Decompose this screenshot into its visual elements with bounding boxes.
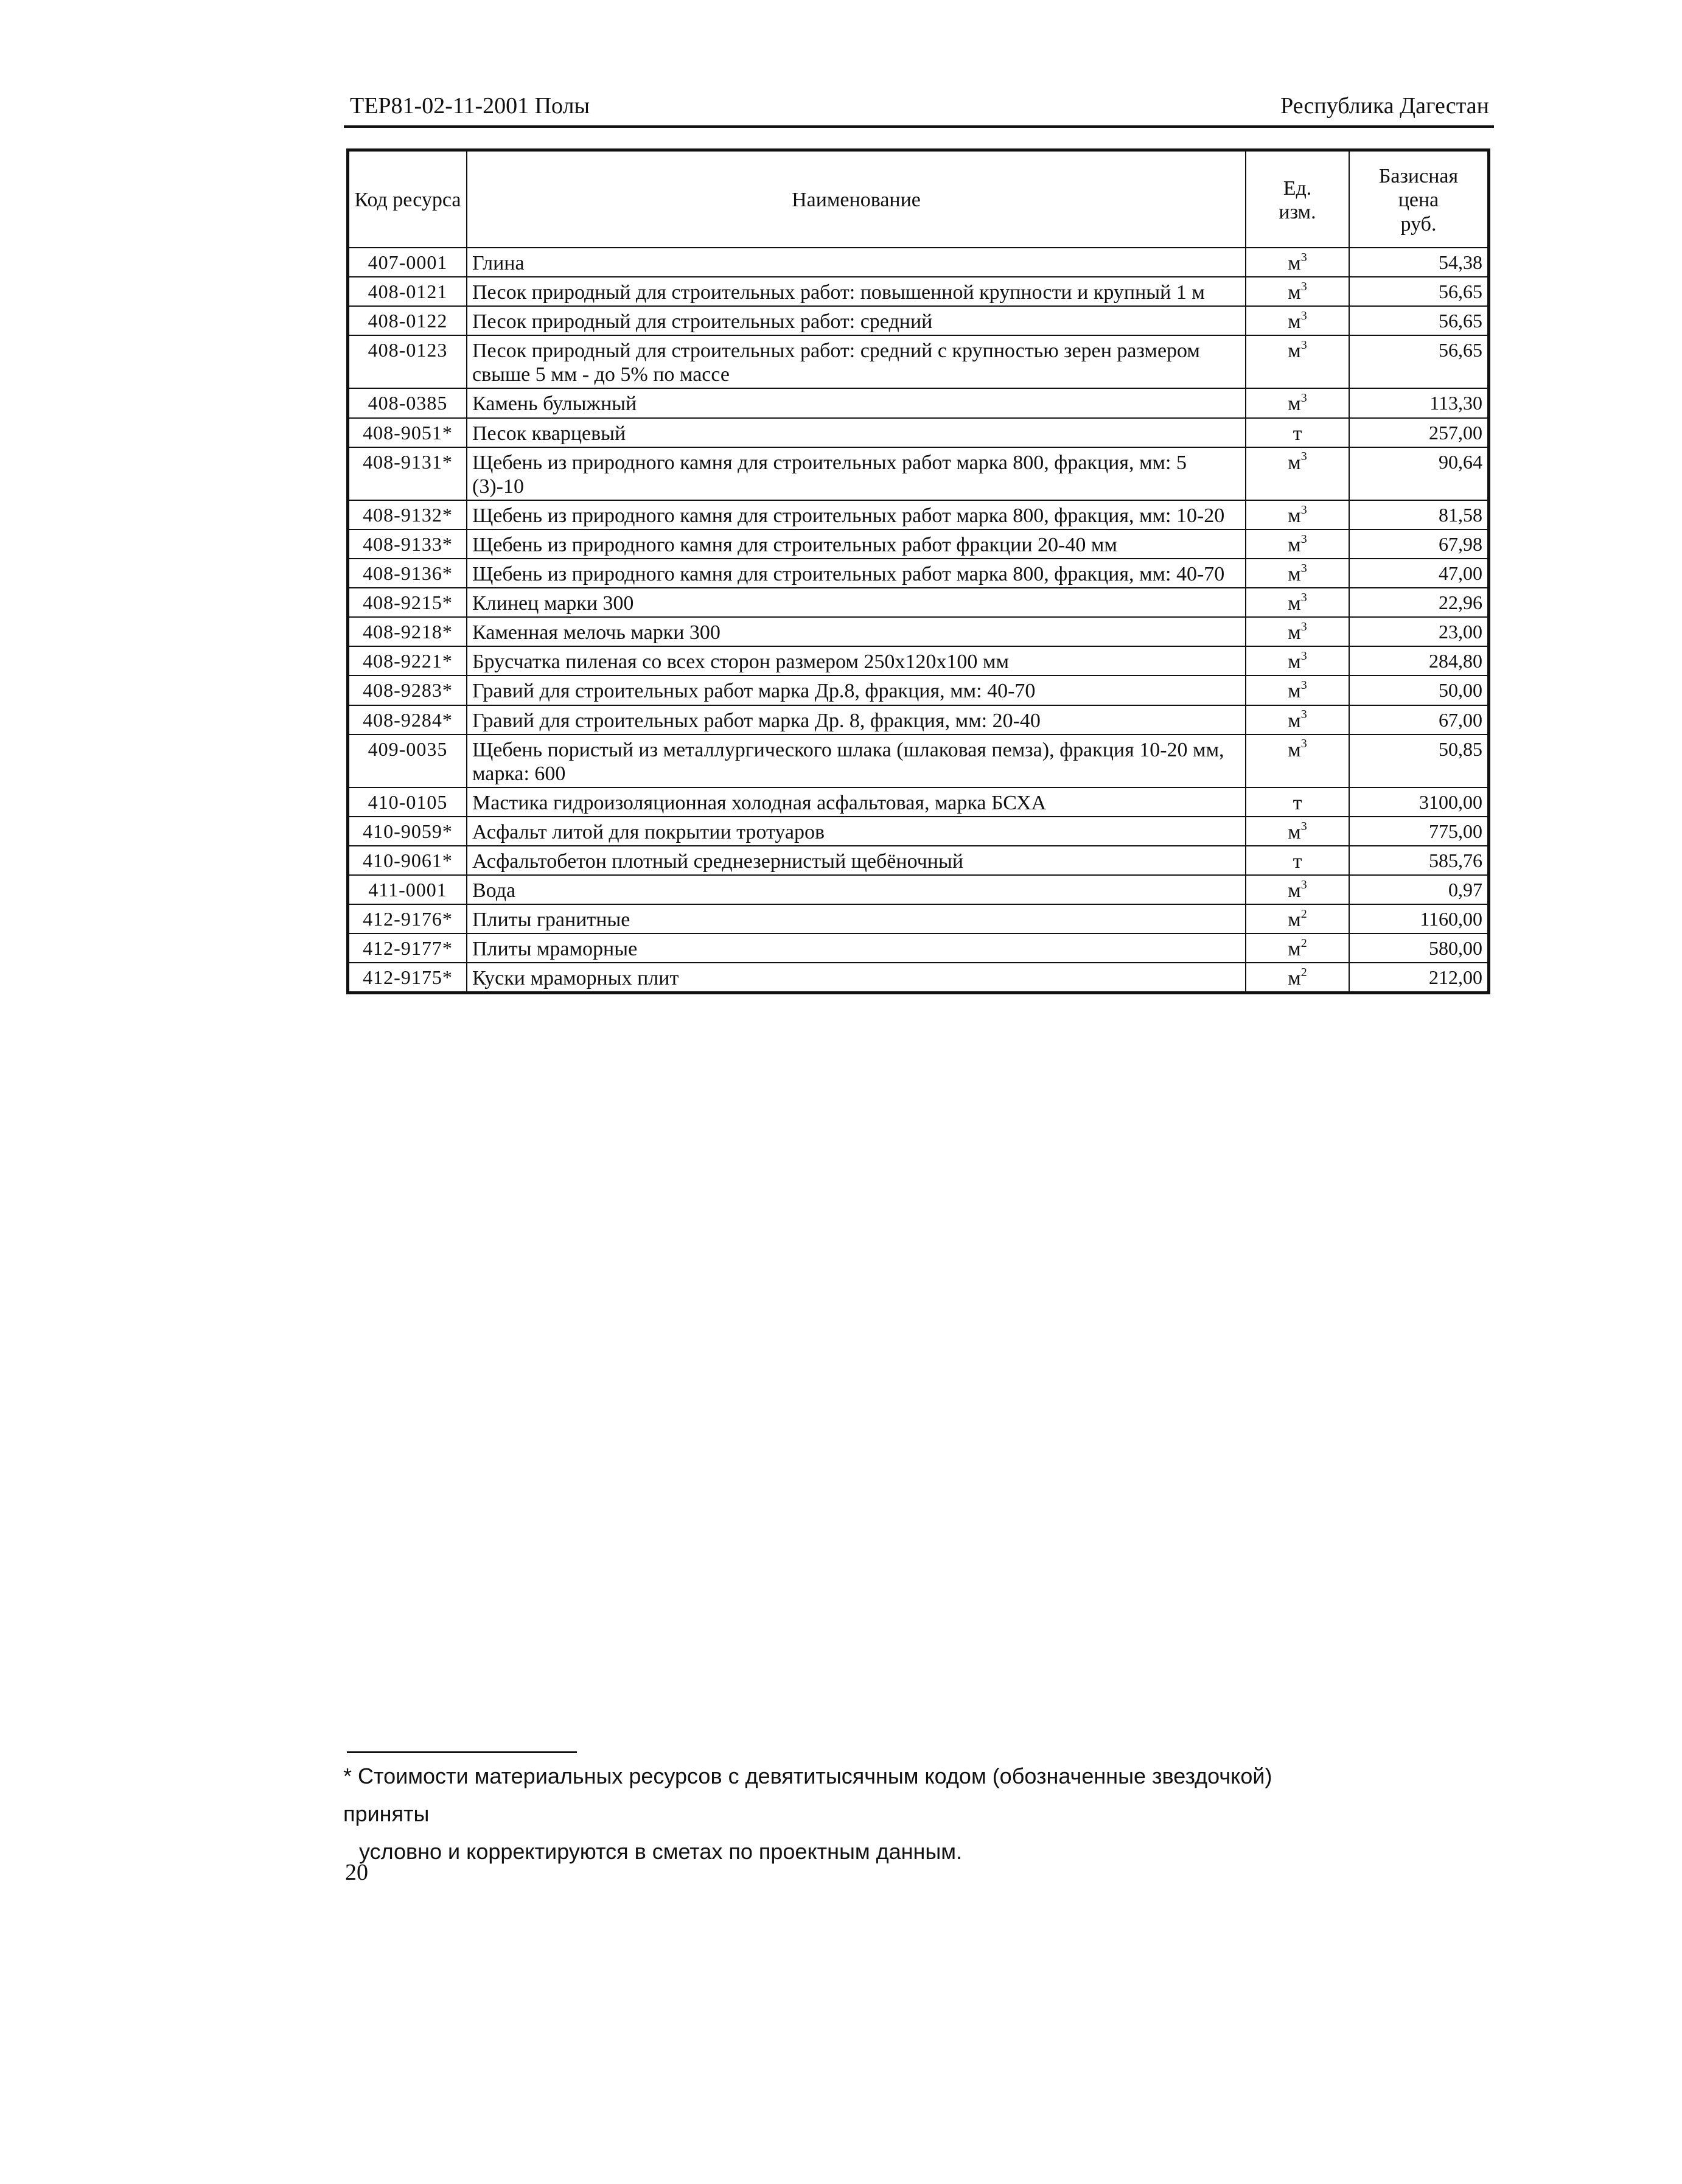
resource-code-cell: 411-0001 xyxy=(348,875,467,904)
resource-name-cell: Клинец марки 300 xyxy=(467,588,1246,617)
price-cell: 0,97 xyxy=(1349,875,1489,904)
unit-cell xyxy=(1246,529,1349,559)
resource-code-cell: 408-9215* xyxy=(348,588,467,617)
price-cell: 47,00 xyxy=(1349,559,1489,588)
resource-code-cell: 412-9177* xyxy=(348,933,467,963)
table-row xyxy=(348,675,1489,705)
resource-name-cell: Щебень из природного камня для строительных работ марка 800, фракция, мм: 40-70 xyxy=(467,559,1246,588)
price-cell: 3100,00 xyxy=(1349,787,1489,817)
resource-code-cell: 408-9133* xyxy=(348,529,467,559)
table-row xyxy=(348,617,1489,646)
unit-symbol: м xyxy=(1288,592,1301,615)
resource-code-cell: 408-9221* xyxy=(348,646,467,675)
unit-exponent: 3 xyxy=(1300,338,1307,352)
unit-cell xyxy=(1246,306,1349,335)
unit-symbol: м xyxy=(1288,709,1301,732)
unit-cell xyxy=(1246,705,1349,734)
resource-code-cell: 412-9176* xyxy=(348,904,467,933)
unit-symbol: м xyxy=(1288,563,1301,586)
price-cell: 585,76 xyxy=(1349,846,1489,875)
table-row xyxy=(348,787,1489,817)
unit-header-line2: изм. xyxy=(1279,201,1316,223)
unit-exponent: 3 xyxy=(1300,532,1307,546)
table-row xyxy=(348,588,1489,617)
resource-name-cell: Песок природный для строительных работ: средний xyxy=(467,306,1246,335)
unit-cell xyxy=(1246,817,1349,846)
resource-name-cell: Щебень из природного камня для строительных работ марка 800, фракция, мм: 10-20 xyxy=(467,500,1246,529)
unit-symbol: м xyxy=(1288,340,1301,363)
price-cell: 22,96 xyxy=(1349,588,1489,617)
table-row xyxy=(348,963,1489,993)
footnote xyxy=(343,1757,1317,1871)
unit-cell xyxy=(1246,734,1349,787)
unit-cell xyxy=(1246,875,1349,904)
unit-exponent: 3 xyxy=(1300,450,1307,464)
resource-name-cell: Каменная мелочь марки 300 xyxy=(467,617,1246,646)
region-name: Республика Дагестан xyxy=(1280,93,1489,119)
resource-code-cell: 408-9132* xyxy=(348,500,467,529)
price-cell: 1160,00 xyxy=(1349,904,1489,933)
table-row xyxy=(348,500,1489,529)
table-row xyxy=(348,388,1489,417)
resource-name-cell: Мастика гидроизоляционная холодная асфальтовая, марка БСХА xyxy=(467,787,1246,817)
resource-code-cell: 407-0001 xyxy=(348,248,467,277)
price-cell: 54,38 xyxy=(1349,248,1489,277)
page-number: 20 xyxy=(345,1860,368,1885)
price-cell: 81,58 xyxy=(1349,500,1489,529)
resource-name-cell: Куски мраморных плит xyxy=(467,963,1246,993)
unit-exponent: 3 xyxy=(1300,679,1307,693)
table-row xyxy=(348,646,1489,675)
unit-cell xyxy=(1246,588,1349,617)
unit-header-line1: Ед. xyxy=(1283,176,1312,200)
resource-code-cell: 408-9218* xyxy=(348,617,467,646)
unit-symbol: м xyxy=(1288,281,1301,304)
resource-name-cell: Асфальтобетон плотный среднезернистый щебёночный xyxy=(467,846,1246,875)
unit-symbol: т xyxy=(1293,791,1302,814)
unit-exponent: 3 xyxy=(1300,279,1307,293)
resource-code-cell: 408-0121 xyxy=(348,277,467,306)
unit-exponent: 3 xyxy=(1300,877,1307,891)
unit-exponent: 3 xyxy=(1300,250,1307,264)
unit-cell xyxy=(1246,904,1349,933)
resource-name-cell: Щебень пористый из металлургического шлака (шлаковая пемза), фракция 10-20 мм, марка: 600 xyxy=(467,734,1246,787)
unit-exponent: 3 xyxy=(1300,819,1307,833)
price-cell: 212,00 xyxy=(1349,963,1489,993)
unit-exponent: 2 xyxy=(1300,907,1307,921)
unit-cell xyxy=(1246,559,1349,588)
page-header xyxy=(344,90,1494,128)
unit-symbol: м xyxy=(1288,820,1301,843)
price-cell: 56,65 xyxy=(1349,277,1489,306)
resource-name-cell: Асфальт литой для покрытии тротуаров xyxy=(467,817,1246,846)
resource-name-cell: Плиты мраморные xyxy=(467,933,1246,963)
price-cell: 56,65 xyxy=(1349,306,1489,335)
unit-cell xyxy=(1246,787,1349,817)
resource-code-cell: 408-9131* xyxy=(348,447,467,500)
table-row xyxy=(348,933,1489,963)
unit-exponent: 3 xyxy=(1300,309,1307,323)
price-cell: 50,00 xyxy=(1349,675,1489,705)
price-cell: 90,64 xyxy=(1349,447,1489,500)
unit-symbol: м xyxy=(1288,651,1301,674)
price-header-line1: Базисная xyxy=(1378,165,1459,188)
resource-name-cell: Щебень из природного камня для строительных работ фракции 20-40 мм xyxy=(467,529,1246,559)
unit-exponent: 3 xyxy=(1300,590,1307,604)
unit-cell xyxy=(1246,500,1349,529)
table-row xyxy=(348,277,1489,306)
unit-exponent: 3 xyxy=(1300,737,1307,751)
footnote-divider xyxy=(347,1751,577,1753)
unit-exponent: 3 xyxy=(1300,561,1307,575)
unit-symbol: м xyxy=(1288,738,1301,761)
unit-cell xyxy=(1246,388,1349,417)
table-row xyxy=(348,559,1489,588)
resource-name-cell: Песок природный для строительных работ: повышенной крупности и крупный 1 м xyxy=(467,277,1246,306)
unit-exponent: 3 xyxy=(1300,708,1307,722)
document-title: ТЕР81-02-11-2001 Полы xyxy=(350,93,590,119)
unit-exponent: 3 xyxy=(1300,649,1307,663)
unit-symbol: м xyxy=(1288,310,1301,333)
unit-cell xyxy=(1246,447,1349,500)
resource-name-cell: Гравий для строительных работ марка Др. 8, фракция, мм: 20-40 xyxy=(467,705,1246,734)
resource-name-cell: Камень булыжный xyxy=(467,388,1246,417)
unit-symbol: м xyxy=(1288,621,1301,644)
unit-cell xyxy=(1246,646,1349,675)
unit-cell xyxy=(1246,277,1349,306)
unit-cell xyxy=(1246,617,1349,646)
unit-cell xyxy=(1246,248,1349,277)
unit-cell xyxy=(1246,963,1349,993)
price-cell: 67,98 xyxy=(1349,529,1489,559)
unit-exponent: 2 xyxy=(1300,936,1307,950)
price-cell: 775,00 xyxy=(1349,817,1489,846)
price-cell: 284,80 xyxy=(1349,646,1489,675)
unit-symbol: м xyxy=(1288,967,1301,990)
table-row xyxy=(348,817,1489,846)
unit-symbol: м xyxy=(1288,392,1301,416)
unit-symbol: м xyxy=(1288,533,1301,556)
unit-symbol: т xyxy=(1293,422,1302,445)
unit-symbol: м xyxy=(1288,879,1301,902)
table-body xyxy=(348,248,1489,993)
unit-symbol: м xyxy=(1288,451,1301,474)
column-header-unit xyxy=(1246,150,1349,248)
table-row xyxy=(348,705,1489,734)
unit-symbol: м xyxy=(1288,909,1301,932)
column-header-name: Наименование xyxy=(467,150,1246,248)
resource-code-cell: 408-0385 xyxy=(348,388,467,417)
table-row xyxy=(348,734,1489,787)
unit-cell xyxy=(1246,933,1349,963)
column-header-code: Код ресурса xyxy=(348,150,467,248)
resource-name-cell: Глина xyxy=(467,248,1246,277)
price-cell: 50,85 xyxy=(1349,734,1489,787)
unit-symbol: м xyxy=(1288,938,1301,961)
unit-cell xyxy=(1246,335,1349,388)
price-header-line3: руб. xyxy=(1400,212,1437,235)
resource-code-cell: 410-0105 xyxy=(348,787,467,817)
unit-exponent: 3 xyxy=(1300,503,1307,517)
table-row xyxy=(348,335,1489,388)
unit-cell xyxy=(1246,846,1349,875)
unit-exponent: 3 xyxy=(1300,391,1307,405)
column-header-price xyxy=(1349,150,1489,248)
resource-name-cell: Брусчатка пиленая со всех сторон размером 250х120х100 мм xyxy=(467,646,1246,675)
table-row xyxy=(348,447,1489,500)
footnote-line1: * Стоимости материальных ресурсов с девятитысячным кодом (обозначенные звездочкой) приняты xyxy=(343,1764,1272,1826)
resource-code-cell: 408-9284* xyxy=(348,705,467,734)
price-cell: 23,00 xyxy=(1349,617,1489,646)
price-header-line2: цена xyxy=(1398,189,1439,212)
price-cell: 56,65 xyxy=(1349,335,1489,388)
table-row xyxy=(348,529,1489,559)
footnote-line2: условно и корректируются в сметах по проектным данным. xyxy=(359,1839,963,1864)
resource-code-cell: 408-0122 xyxy=(348,306,467,335)
unit-symbol: м xyxy=(1288,252,1301,274)
table-row xyxy=(348,306,1489,335)
resource-code-cell: 409-0035 xyxy=(348,734,467,787)
unit-exponent: 2 xyxy=(1300,966,1307,980)
resource-code-cell: 410-9059* xyxy=(348,817,467,846)
resource-code-cell: 408-9051* xyxy=(348,418,467,447)
price-cell: 257,00 xyxy=(1349,418,1489,447)
resource-name-cell: Гравий для строительных работ марка Др.8, фракция, мм: 40-70 xyxy=(467,675,1246,705)
table-row xyxy=(348,846,1489,875)
resource-name-cell: Вода xyxy=(467,875,1246,904)
table-row xyxy=(348,904,1489,933)
table-row xyxy=(348,248,1489,277)
unit-cell xyxy=(1246,418,1349,447)
price-cell: 113,30 xyxy=(1349,388,1489,417)
resource-name-cell: Плиты гранитные xyxy=(467,904,1246,933)
unit-symbol: м xyxy=(1288,680,1301,703)
resource-code-cell: 408-0123 xyxy=(348,335,467,388)
table-header-row xyxy=(348,150,1489,248)
resource-code-cell: 408-9283* xyxy=(348,675,467,705)
unit-exponent: 3 xyxy=(1300,619,1307,633)
resource-code-cell: 412-9175* xyxy=(348,963,467,993)
resource-code-cell: 410-9061* xyxy=(348,846,467,875)
resource-name-cell: Щебень из природного камня для строительных работ марка 800, фракция, мм: 5 (3)-10 xyxy=(467,447,1246,500)
table-row xyxy=(348,418,1489,447)
resource-code-cell: 408-9136* xyxy=(348,559,467,588)
price-cell: 580,00 xyxy=(1349,933,1489,963)
resource-price-table xyxy=(346,148,1490,994)
table-row xyxy=(348,875,1489,904)
unit-symbol: т xyxy=(1293,850,1302,873)
price-cell: 67,00 xyxy=(1349,705,1489,734)
unit-cell xyxy=(1246,675,1349,705)
resource-name-cell: Песок кварцевый xyxy=(467,418,1246,447)
resource-name-cell: Песок природный для строительных работ: средний с крупностью зерен размером свыше 5 мм - до 5% по массе xyxy=(467,335,1246,388)
unit-symbol: м xyxy=(1288,504,1301,527)
